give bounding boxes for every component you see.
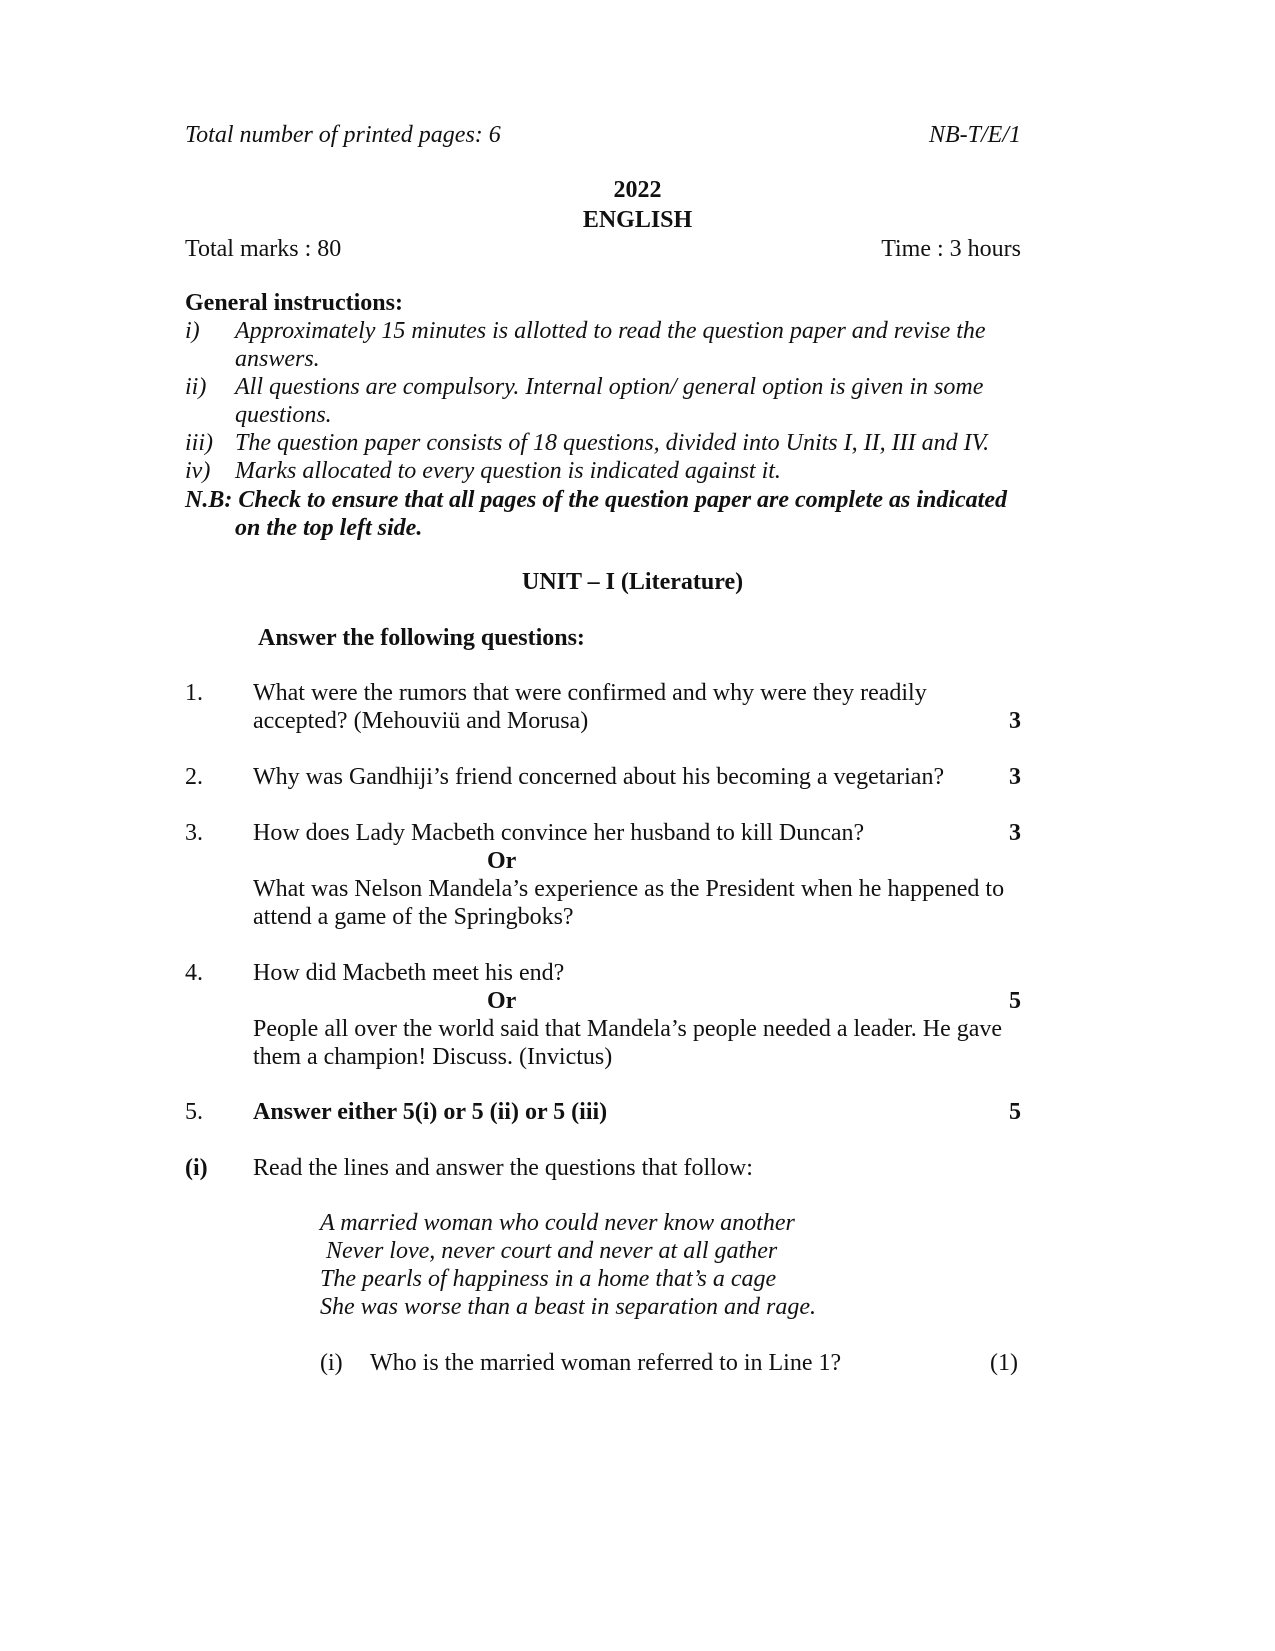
unit-title: UNIT – I (Literature) [522, 569, 744, 595]
question-marks: 3 [1009, 820, 1021, 846]
paper-code: NB-T/E/1 [928, 122, 1021, 148]
sub-question-number: (i) [320, 1350, 343, 1376]
instruction-text: questions. [235, 402, 332, 428]
instruction-text: answers. [235, 346, 320, 372]
instruction-text: The question paper consists of 18 questions, divided into Units I, II, III and IV. [235, 430, 990, 456]
question-text: them a champion! Discuss. (Invictus) [253, 1044, 613, 1070]
total-marks: Total marks : 80 [185, 236, 342, 262]
question-text: Why was Gandhiji’s friend concerned about his becoming a vegetarian? [253, 764, 945, 790]
instructions-heading: General instructions: [185, 290, 403, 316]
question-text: What was Nelson Mandela’s experience as the President when he happened to [253, 876, 1005, 902]
nb-note: N.B: Check to ensure that all pages of the question paper are complete as indicated [185, 487, 1007, 513]
question-text: attend a game of the Springboks? [253, 904, 574, 930]
sub-question-marks: (1) [990, 1350, 1018, 1376]
or-separator: Or [487, 988, 517, 1014]
poem-line: She was worse than a beast in separation and rage. [320, 1294, 816, 1320]
poem-line: Never love, never court and never at all gather [320, 1238, 778, 1264]
instruction-number: i) [185, 318, 200, 344]
sub-question-text: Who is the married woman referred to in Line 1? [370, 1350, 842, 1376]
exam-year: 2022 [613, 177, 662, 203]
section-subheading: Answer the following questions: [258, 625, 585, 651]
question-text: What were the rumors that were confirmed and why were they readily [253, 680, 927, 706]
instruction-text: Marks allocated to every question is indicated against it. [235, 458, 781, 484]
question-text: Answer either 5(i) or 5 (ii) or 5 (iii) [253, 1099, 608, 1125]
question-number: 1. [185, 680, 203, 706]
poem-line: A married woman who could never know another [320, 1210, 795, 1236]
question-marks: 5 [1009, 1099, 1021, 1125]
part-instruction: Read the lines and answer the questions that follow: [253, 1155, 753, 1181]
instruction-text: Approximately 15 minutes is allotted to read the question paper and revise the [235, 318, 986, 344]
question-number: 3. [185, 820, 203, 846]
instruction-number: ii) [185, 374, 207, 400]
question-number: 4. [185, 960, 203, 986]
printed-pages-note: Total number of printed pages: 6 [185, 122, 501, 148]
or-separator: Or [487, 848, 517, 874]
part-label: (i) [185, 1155, 208, 1181]
poem-line: The pearls of happiness in a home that’s a cage [320, 1266, 777, 1292]
question-text: How does Lady Macbeth convince her husband to kill Duncan? [253, 820, 865, 846]
question-text: People all over the world said that Mandela’s people needed a leader. He gave [253, 1016, 1003, 1042]
question-text: How did Macbeth meet his end? [253, 960, 565, 986]
exam-subject: ENGLISH [582, 207, 693, 233]
instruction-number: iii) [185, 430, 213, 456]
instruction-number: iv) [185, 458, 211, 484]
question-marks: 3 [1009, 708, 1021, 734]
nb-note: on the top left side. [235, 515, 423, 541]
question-text: accepted? (Mehouviü and Morusa) [253, 708, 589, 734]
question-marks: 3 [1009, 764, 1021, 790]
exam-time: Time : 3 hours [881, 236, 1021, 262]
question-number: 5. [185, 1099, 203, 1125]
instruction-text: All questions are compulsory. Internal option/ general option is given in some [235, 374, 984, 400]
question-number: 2. [185, 764, 203, 790]
question-marks: 5 [1009, 988, 1021, 1014]
